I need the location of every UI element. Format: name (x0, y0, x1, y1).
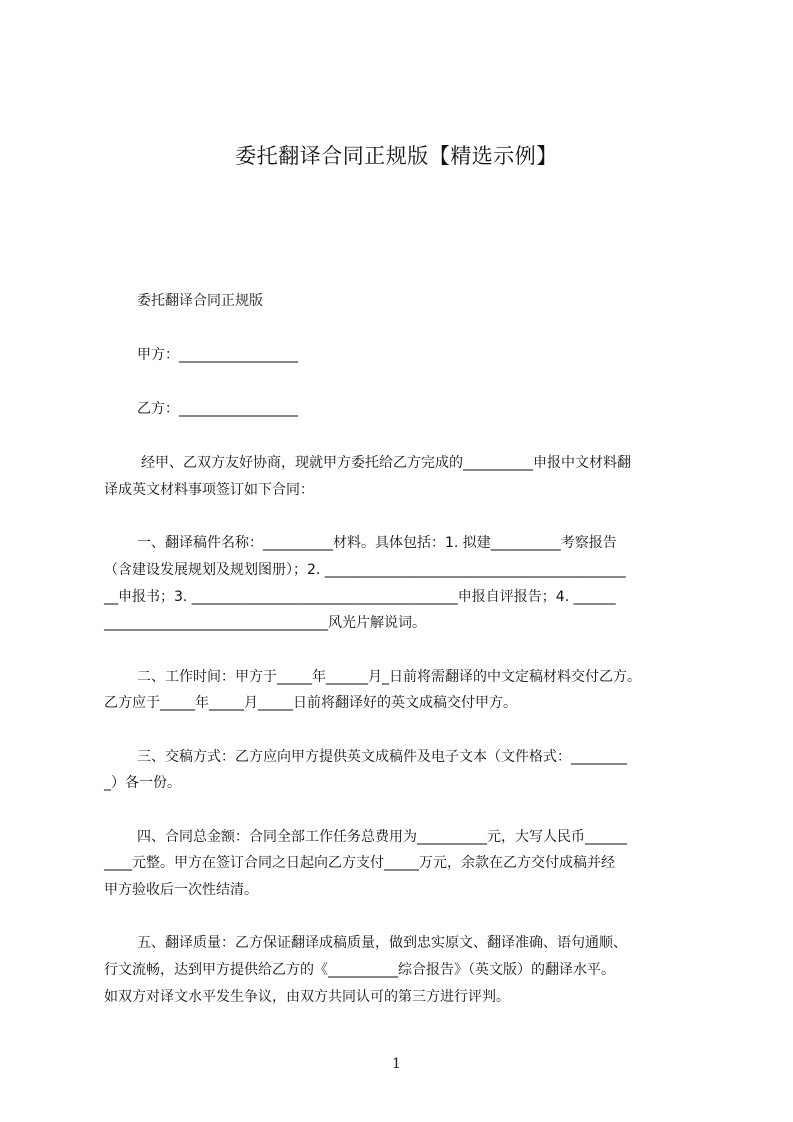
clause-4-line-2: ____元整。甲方在签订合同之日起向乙方支付_____万元，余款在乙方交付成稿并经 (104, 855, 615, 871)
clause-3-line-1: 三、交稿方式：乙方应向甲方提供英文成稿件及电子文本（文件格式：________ (137, 749, 627, 765)
clause-4-line-3: 甲方验收后一次性结清。 (104, 882, 258, 898)
clause-2-line-1: 二、工作时间：甲方于_____年______月_日前将需翻译的中文定稿材料交付乙方。 (137, 669, 641, 685)
clause-5-line-1: 五、翻译质量：乙方保证翻译成稿质量，做到忠实原文、翻译准确、语句通顺、 (137, 935, 627, 951)
preamble-line-2: 译成英文材料事项签订如下合同： (104, 482, 314, 498)
party-a-line: 甲方：_________________ (137, 347, 298, 363)
clause-5-line-2: 行文流畅，达到甲方提供给乙方的《__________综合报告》（英文版）的翻译水平。 (104, 962, 615, 978)
clause-1-line-3: __申报书；3. ______________________________________申报自评报告；4. ______ (104, 589, 616, 605)
clause-5-line-3: 如双方对译文水平发生争议，由双方共同认可的第三方进行评判。 (104, 989, 510, 1005)
clause-1-line-2: （含建设发展规划及规划图册）；2. ___________________________________________ (104, 562, 626, 578)
document-title: 委托翻译合同正规版【精选示例】 (235, 144, 558, 168)
clause-2-line-2: 乙方应于_____年_____月_____日前将翻译好的英文成稿交付甲方。 (104, 695, 517, 711)
contract-heading: 委托翻译合同正规版 (137, 293, 263, 309)
preamble-line-1: 经甲、乙双方友好协商，现就甲方委托给乙方完成的__________申报中文材料翻 (141, 455, 631, 471)
clause-3-line-2: _）各一份。 (104, 775, 181, 791)
clause-1-line-1: 一、翻译稿件名称：__________材料。具体包括：1. 拟建__________考察报告 (137, 535, 617, 551)
clause-4-line-1: 四、合同总金额：合同全部工作任务总费用为__________元，大写人民币______ (137, 829, 627, 845)
clause-1-line-4: ________________________________风光片解说词。 (104, 615, 426, 631)
page-number: 1 (392, 1056, 401, 1072)
party-b-line: 乙方：_________________ (137, 401, 298, 417)
